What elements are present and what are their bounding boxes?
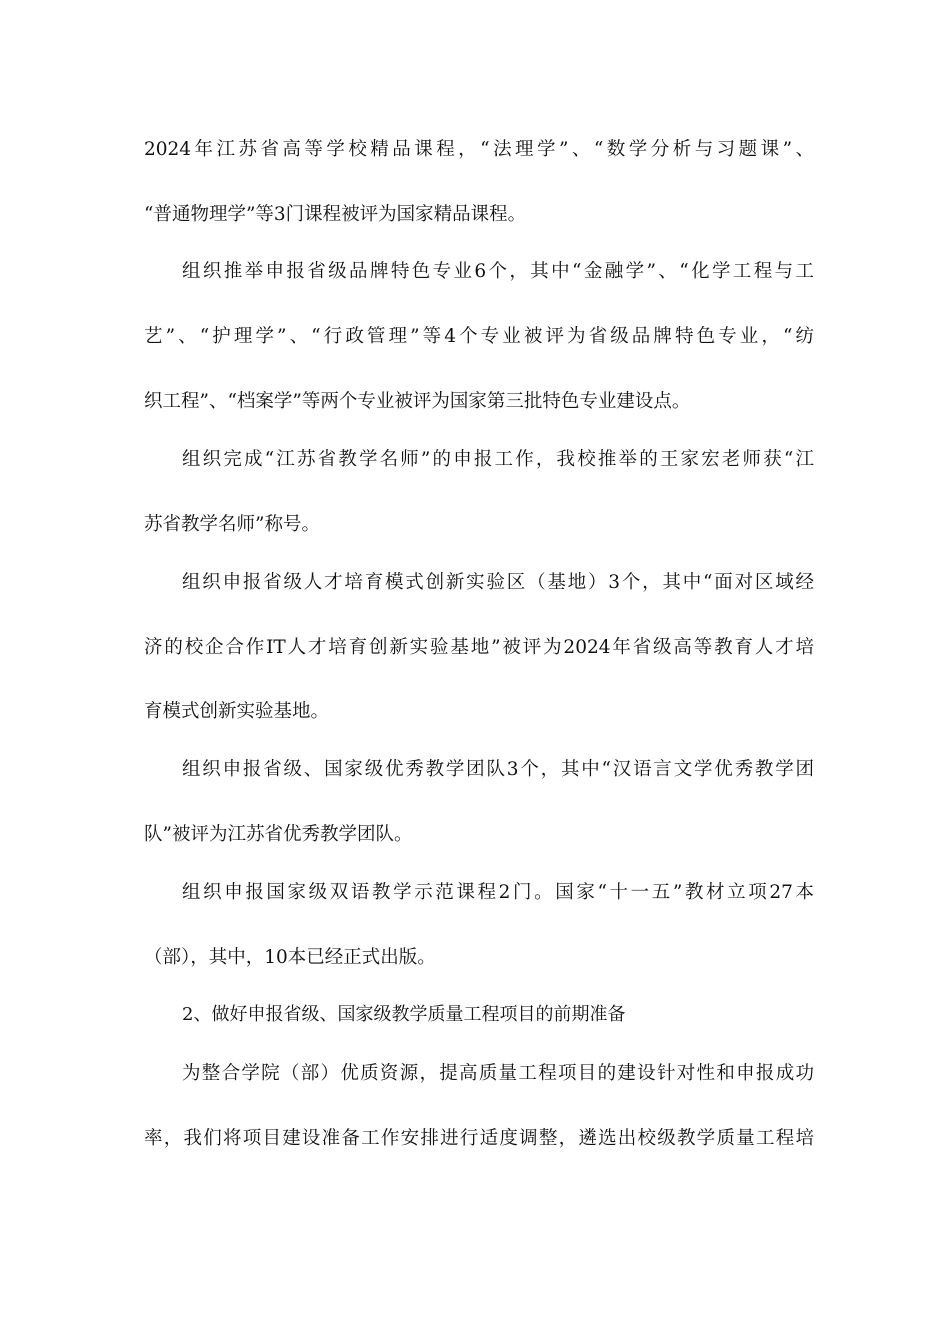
paragraph-line: 组织申报省级人才培育模式创新实验区（基地）3个，其中“面对区域经 [182,572,814,593]
paragraph-line: 苏省教学名师”称号。 [144,514,320,535]
paragraph-line: “普通物理学”等3门课程被评为国家精品课程。 [144,204,527,225]
paragraph-line: 队”被评为江苏省优秀教学团队。 [144,824,413,845]
paragraph-line: 组织申报国家级双语教学示范课程2门。国家“十一五”教材立项27本 [182,882,814,903]
paragraph-line: 为整合学院（部）优质资源，提高质量工程项目的建设针对性和申报成功 [182,1063,814,1084]
paragraph-line: 组织推举申报省级品牌特色专业6个，其中“金融学”、“化学工程与工 [182,261,814,282]
paragraph-line: 组织完成“江苏省教学名师”的申报工作，我校推举的王家宏老师获“江 [182,449,814,470]
section-heading: 2、做好申报省级、国家级教学质量工程项目的前期准备 [182,1004,626,1025]
paragraph-line: 2024年江苏省高等学校精品课程，“法理学”、“数学分析与习题课”、 [144,139,814,160]
paragraph-line: 织工程”、“档案学”等两个专业被评为国家第三批特色专业建设点。 [144,391,691,412]
paragraph-line: 艺”、“护理学”、“行政管理”等4个专业被评为省级品牌特色专业，“纺 [144,326,814,347]
paragraph-line: 率，我们将项目建设准备工作安排进行适度调整，遴选出校级教学质量工程培 [144,1128,814,1149]
paragraph-line: （部），其中，10本已经正式出版。 [144,947,436,968]
paragraph-line: 育模式创新实验基地。 [144,701,330,722]
paragraph-line: 组织申报省级、国家级优秀教学团队3个，其中“汉语言文学优秀教学团 [182,759,814,780]
paragraph-line: 济的校企合作IT人才培育创新实验基地”被评为2024年省级高等教育人才培 [144,637,814,658]
